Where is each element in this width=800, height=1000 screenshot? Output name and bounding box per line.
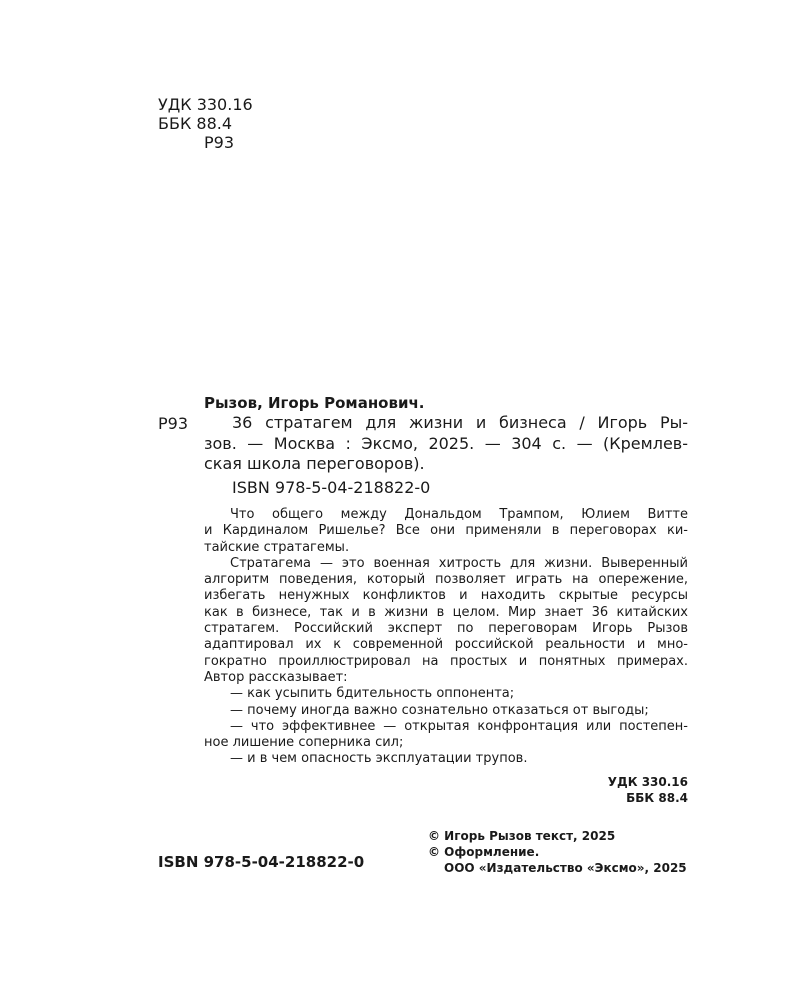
annotation-line: Автор рассказывает: (204, 669, 348, 685)
udk-code: УДК 330.16 (158, 95, 253, 114)
annotation-line: ное лишение соперника сил; (204, 735, 404, 751)
annotation-line: как в бизнесе, так и в жизни в целом. Мир знает 36 китайских (204, 604, 688, 620)
annotation-line: и Кардиналом Ришелье? Все они применяли в переговорах ки- (204, 523, 688, 539)
annotation-line: Что общего между Дональдом Трампом, Юлием Витте (230, 507, 688, 522)
isbn-record: ISBN 978-5-04-218822-0 (232, 478, 431, 497)
description-line: зов. — Москва : Эксмо, 2025. — 304 с. — (Кремлев- (204, 433, 688, 453)
description-line: ская школа переговоров). (204, 454, 425, 473)
copyright-design: © Оформление. (428, 845, 540, 859)
annotation-list-item: — что эффективнее — открытая конфронтация или постепен- (230, 718, 688, 734)
annotation-line: избегать ненужных конфликтов и находить скрытые ресурсы (204, 588, 688, 604)
copyright-author: © Игорь Рызов текст, 2025 (428, 829, 616, 843)
udk-code-bottom: УДК 330.16 (607, 775, 688, 789)
copyright-publisher: ООО «Издательство «Эксмо», 2025 (444, 861, 687, 875)
annotation-list-item: — как усыпить бдительность оппонента; (230, 686, 515, 702)
annotation-line: тайские стратагемы. (204, 539, 350, 555)
description-line: 36 стратагем для жизни и бизнеса / Игорь Ры- (232, 413, 688, 432)
bbk-code: ББК 88.4 (158, 114, 233, 133)
annotation-line: алгоритм поведения, который позволяет играть на опережение, (204, 572, 688, 588)
annotation-line: Стратагема — это военная хитрость для жизни. Выверенный (230, 555, 688, 571)
annotation-list-item: — почему иногда важно сознательно отказаться от выгоды; (230, 702, 649, 718)
annotation-list-item: — и в чем опасность эксплуатации трупов. (230, 751, 528, 767)
bibliographic-description (204, 413, 688, 475)
annotation-line: гократно проиллюстрировал на простых и понятных примерах. (204, 653, 688, 669)
catalog-author-mark: Р93 (158, 414, 189, 433)
author-name: Рызов, Игорь Романович. (204, 394, 425, 412)
author-mark: Р93 (204, 133, 235, 152)
annotation (204, 507, 688, 768)
bbk-code-bottom: ББК 88.4 (626, 791, 688, 805)
isbn-bottom: ISBN 978-5-04-218822-0 (158, 853, 365, 871)
annotation-line: стратагем. Российский эксперт по переговорам Игорь Рызов (204, 621, 688, 637)
annotation-line: адаптировал их к современной российской реальности и мно- (204, 637, 688, 653)
